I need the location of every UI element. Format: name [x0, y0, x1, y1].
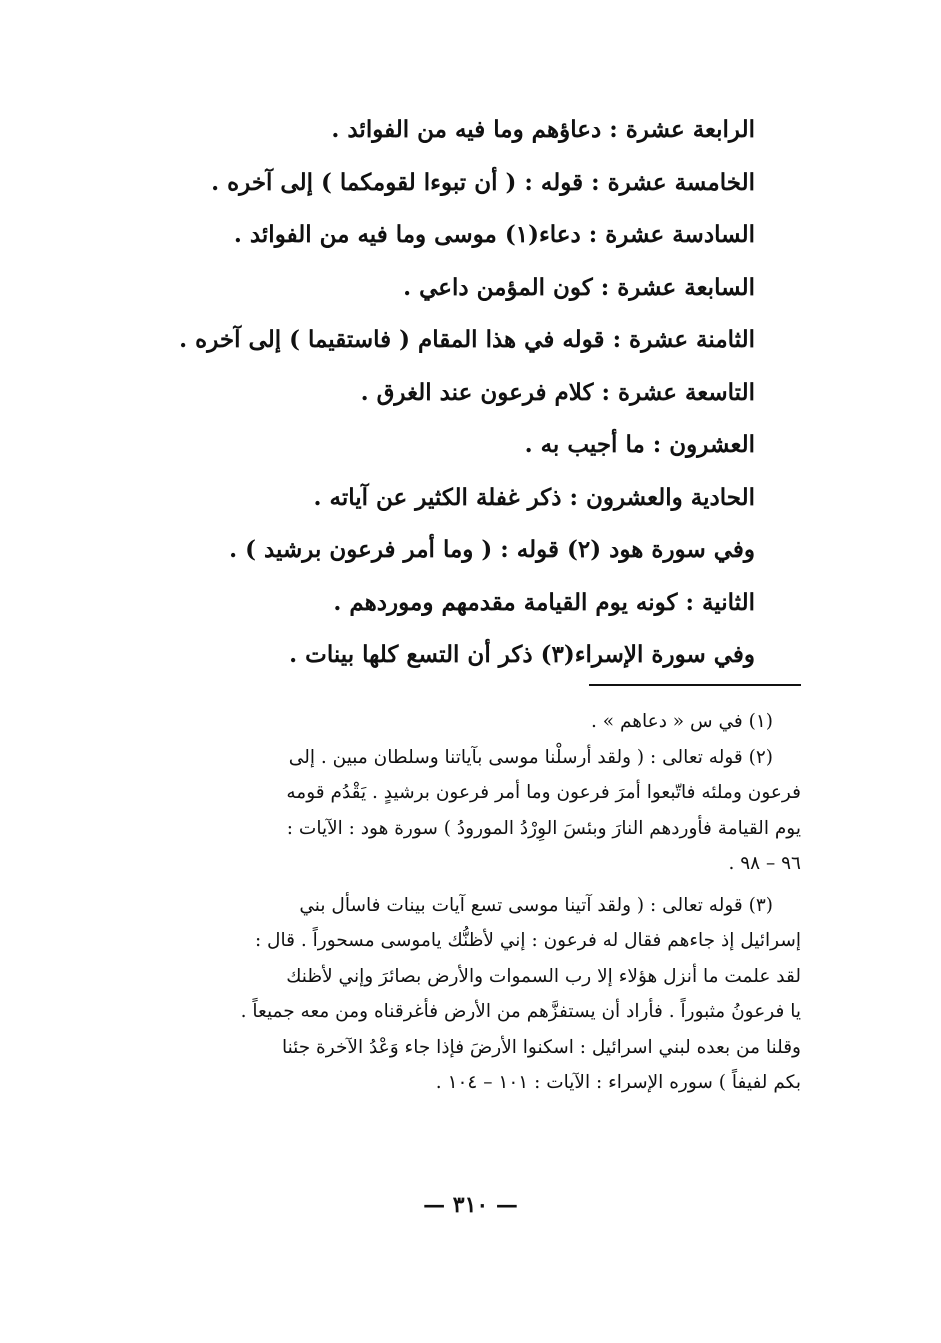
footnote-line: لقد علمت ما أنزل هؤلاء إلا رب السموات والأرض بصائرَ وإني لأظنك	[286, 965, 801, 987]
footnote-3	[128, 888, 801, 1101]
footnote-line: بكم لفيفاً ) سوره الإسراء : الآيات : ١٠١ – ١٠٤ .	[435, 1072, 801, 1093]
footnote-line: (٢) قوله تعالى : ( ولقد أرسلْنا موسى بآياتنا وسلطان مبين . إلى	[288, 746, 773, 768]
footnote-line: وقلنا من بعده لبني اسرائيل : اسكنوا الأرضَ فإذا جاء وَعْدُ الآخرة جئنا	[281, 1036, 801, 1058]
main-line: وفي سورة هود (٢) قوله : ( وما أمر فرعون برشيد ) .	[229, 536, 755, 563]
main-line: الحادية والعشرون : ذكر غفلة الكثير عن آياته .	[313, 483, 755, 511]
footnote-line: إسرائيل إذ جاءهم فقال له فرعون : إني لأظنُّك ياموسى مسحوراً . قال :	[254, 930, 801, 951]
footnote-line: ٩٦ – ٩٨ .	[728, 853, 801, 874]
main-line: وفي سورة الإسراء(٣) ذكر أن التسع كلها بينات .	[289, 641, 755, 668]
main-line: الثامنة عشرة : قوله في هذا المقام ( فاستقيما ) إلى آخره .	[179, 326, 755, 353]
footnote-line: (١) في س « دعاهم » .	[590, 711, 773, 732]
footnote-line: (٣) قوله تعالى : ( ولقد آتينا موسى تسع آيات بينات فاسأل بني	[299, 894, 773, 916]
page-number: — ٣١٠ —	[423, 1192, 518, 1218]
footnote-separator	[589, 684, 801, 686]
main-text	[155, 104, 755, 682]
footnote-line: فرعون وملئه فاتّبعوا أمرَ فرعون وما أمر فرعون برشيدٍ . يَقْدُم قومه	[286, 782, 801, 803]
main-line: السابعة عشرة : كون المؤمن داعي .	[403, 273, 755, 301]
footnote-1	[128, 704, 801, 740]
main-line: العشرون : ما أجيب به .	[524, 431, 755, 458]
main-line: التاسعة عشرة : كلام فرعون عند الغرق .	[360, 378, 755, 406]
main-line: الرابعة عشرة : دعاؤهم وما فيه من الفوائد .	[331, 116, 755, 143]
footnotes	[128, 704, 801, 1101]
footnote-2	[128, 740, 801, 882]
main-line: السادسة عشرة : دعاء(١) موسى وما فيه من الفوائد .	[233, 221, 755, 248]
footnote-line: يوم القيامة فأوردهم النارَ وبئسَ الوِرْدُ المورودُ ) سورة هود : الآيات :	[286, 817, 801, 839]
footnote-line: يا فرعونُ مثبوراً . فأراد أن يستفزَّهم من الأرض فأغرقناه ومن معه جميعاً .	[240, 1001, 801, 1022]
main-line: الخامسة عشرة : قوله : ( أن تبوءا لقومكما ) إلى آخره .	[211, 168, 755, 196]
main-line: الثانية : كونه يوم القيامة مقدمهم وموردهم .	[333, 588, 755, 616]
